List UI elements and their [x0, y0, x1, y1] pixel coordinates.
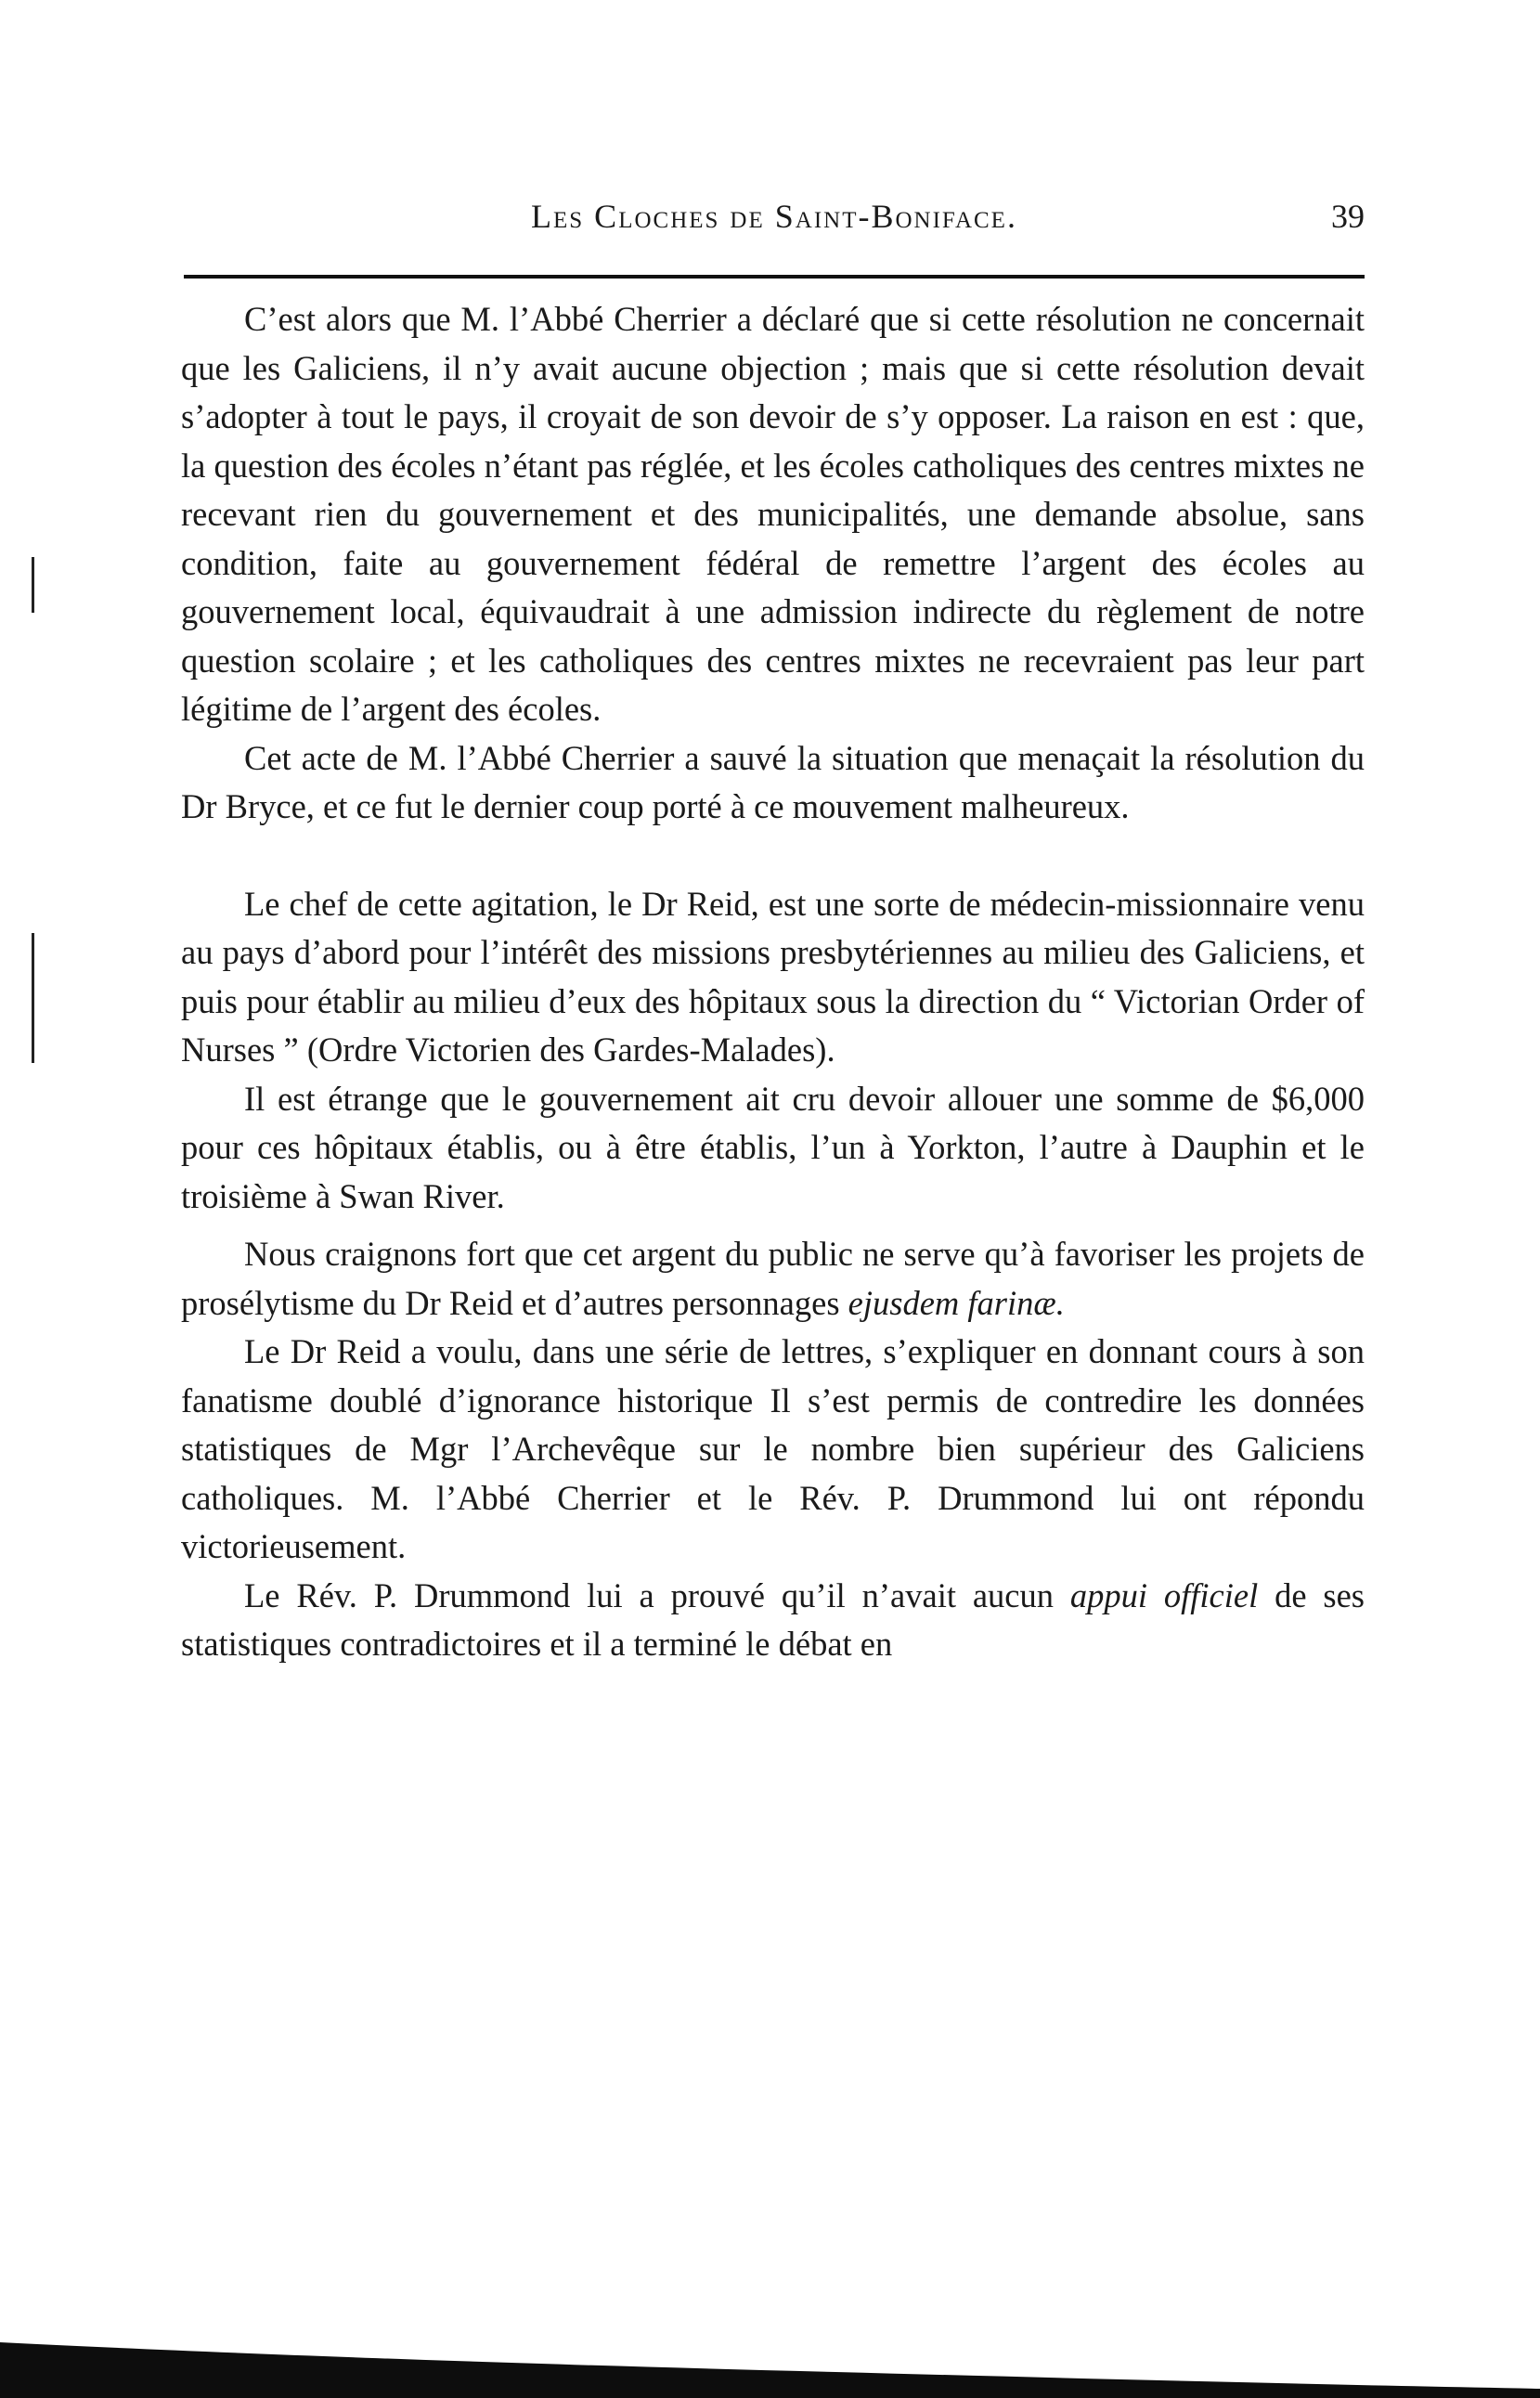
paragraph: Cet acte de M. l’Abbé Cherrier a sauvé la situation que menaçait la résolution du Dr Bryce, et ce fut le dernier coup porté à ce mouvement malheureux.: [181, 738, 1365, 825]
paragraph: Le Dr Reid a voulu, dans une série de lettres, s’expliquer en donnant cours à son fanatisme doublé d’ignorance historique Il s’est permis de contredire les données statistiques de Mgr l’Archevêque sur le nombre bien supérieur des Galiciens catholiques. M. l’Abbé Cherrier et le Rév. P. Drummond lui ont répondu victorieusement.: [181, 1332, 1365, 1565]
body-text: [181, 295, 1365, 1669]
scan-edge-shadow: [0, 2324, 1540, 2398]
paragraph-text: Le Rév. P. Drummond lui a prouvé qu’il n’avait aucun: [244, 1575, 1070, 1614]
section-gap: [181, 832, 1365, 880]
margin-mark: [32, 557, 34, 613]
paragraph-text: Nous craignons fort que cet argent du public ne serve qu’à favoriser les projets de prosélytisme du Dr Reid et d’autres personnages: [181, 1235, 1365, 1322]
paragraph: [181, 1572, 1365, 1669]
paragraph: C’est alors que M. l’Abbé Cherrier a déclaré que si cette résolution ne concernait que les Galiciens, il n’y avait aucune objection ; mais que si cette résolution devait s’adopter à tout le pays, il croyait de son devoir de s’y opposer. La raison en est : que, la question des écoles n’étant pas réglée, et les écoles catholiques des centres mixtes ne recevant rien du gouvernement et des municipalités, une demande absolue, sans condition, faite au gouvernement fédéral de remettre l’argent des écoles au gouvernement local, équivaudrait à une admission indirecte du règlement de notre question scolaire ; et les catholiques des centres mixtes ne recevraient pas leur part légitime de l’argent des écoles.: [181, 300, 1365, 728]
margin-mark: [32, 933, 34, 1063]
page-number: 39: [1331, 198, 1365, 235]
paragraph-text: de ses statistiques contradictoires et il a terminé le débat en: [181, 1575, 1365, 1663]
paragraph-gap: [181, 1221, 1365, 1230]
header-rule: [184, 275, 1365, 279]
running-title: Les Cloches de Saint-Boniface.: [531, 198, 1017, 235]
latin-phrase: ejusdem farinæ.: [848, 1283, 1065, 1322]
page-header: [184, 197, 1365, 253]
emphasis: appui officiel: [1069, 1575, 1259, 1614]
paragraph: [181, 1230, 1365, 1328]
paragraph: Il est étrange que le gouvernement ait cru devoir allouer une somme de $6,000 pour ces hôpitaux établis, ou à être établis, l’un à Yorkton, l’autre à Dauphin et le troisième à Swan River.: [181, 1079, 1365, 1215]
paragraph: Le chef de cette agitation, le Dr Reid, est une sorte de médecin-missionnaire venu au pays d’abord pour l’intérêt des missions presbytériennes au milieu des Galiciens, et puis pour établir au milieu d’eux des hôpitaux sous la direction du “ Victorian Order of Nurses ” (Ordre Victorien des Gardes-Malades).: [181, 884, 1365, 1069]
